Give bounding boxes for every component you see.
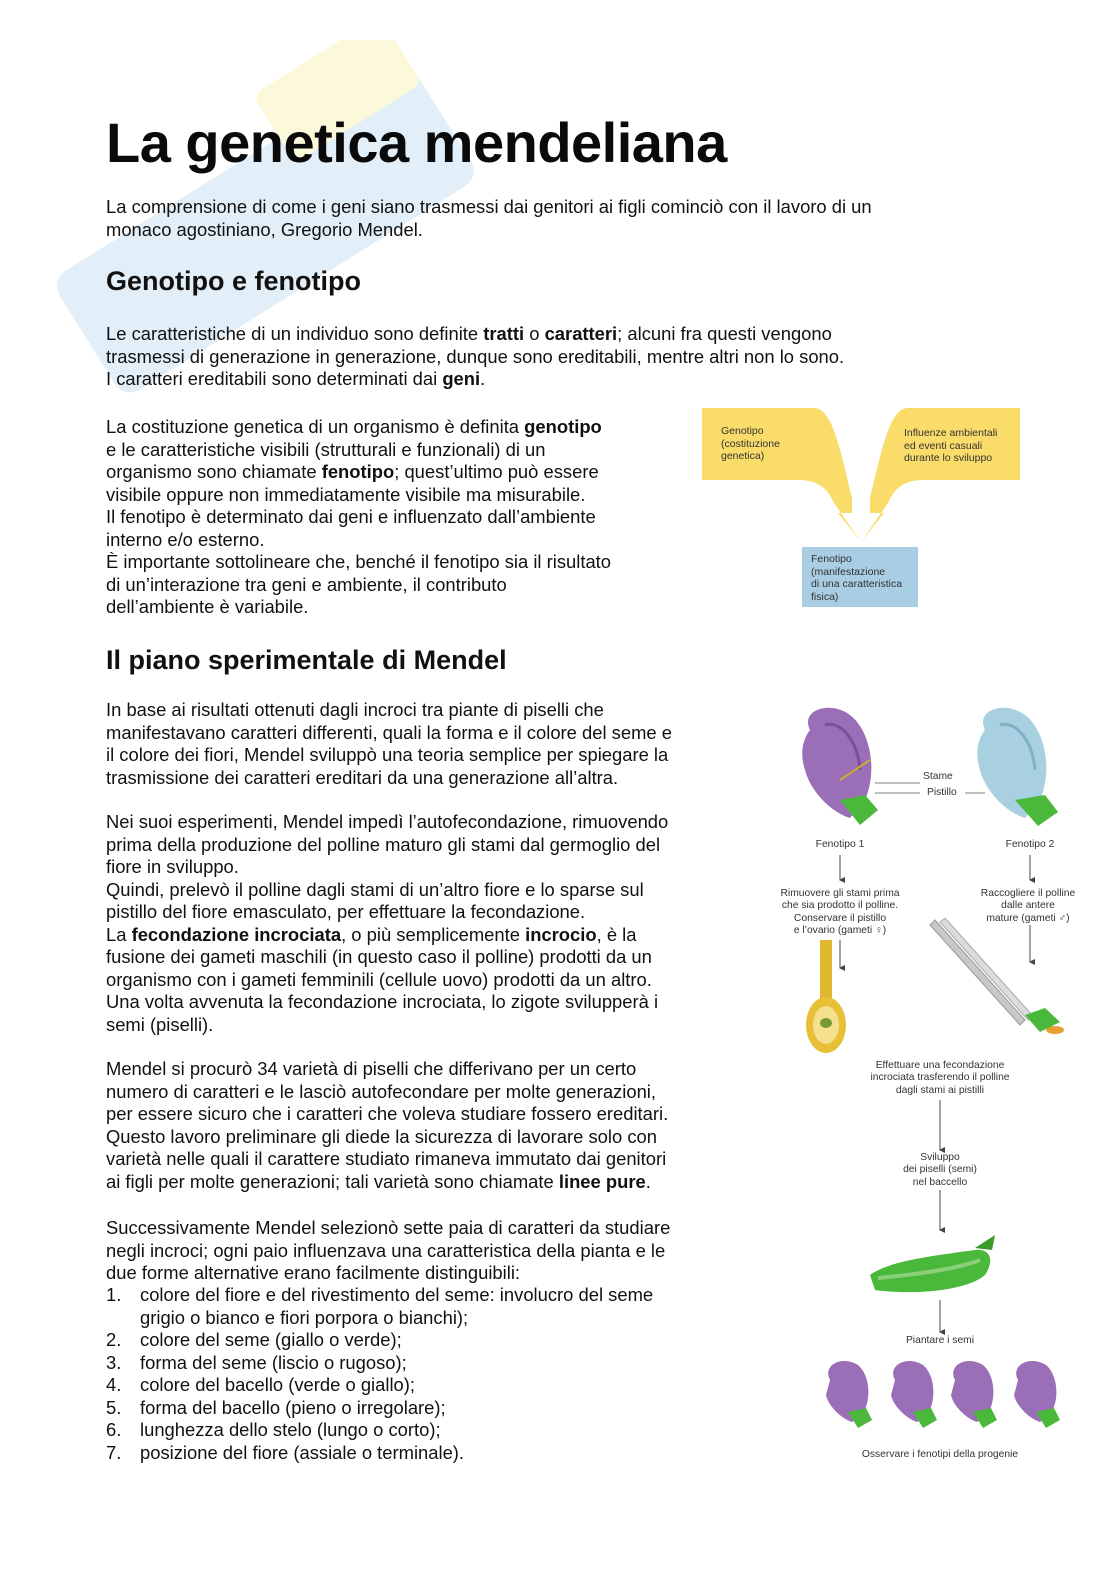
pea-development-label: Sviluppo dei piselli (semi) nel baccello xyxy=(903,1152,977,1188)
term-geni: geni xyxy=(442,368,481,389)
term-fenotipo: fenotipo xyxy=(321,461,395,482)
genotype-label: Genotipo (costituzione genetica) xyxy=(721,425,780,462)
observe-progeny-label: Osservare i fenotipi della progenie xyxy=(861,1449,1019,1460)
term-caratteri: caratteri xyxy=(544,323,618,344)
traits-list xyxy=(106,1284,756,1464)
term-linee-pure: linee pure xyxy=(558,1170,646,1192)
term-incrocio: incrocio xyxy=(525,923,597,945)
purple-flower-icon xyxy=(802,708,878,825)
fenotipo1-label: Fenotipo 1 xyxy=(815,839,865,850)
list-item: 7. posizione del fiore (assiale o terminale). xyxy=(106,1441,465,1463)
paragraph-sette-caratteri: Successivamente Mendel selezionò sette paia di caratteri da studiare negli incroci; ogni paio influenzava una caratteristica della pianta e le due forme alternative erano facilmente distinguibili: xyxy=(106,1217,671,1283)
term-fecondazione-incrociata: fecondazione incrociata xyxy=(131,923,342,945)
list-item: 3. forma del seme (liscio o rugoso); xyxy=(106,1351,407,1373)
paragraph-varieta: Mendel si procurò 34 varietà di piselli che differivano per un certo numero di caratteri e le lasciò autofecondare per molte generazioni, per essere sicuro che i caratteri che voleva studiare fossero ereditari. Questo lavoro preliminare gli diede la sicurezza di lavorare solo con varietà nelle quali il carattere studiato rimaneva immutato dai genitori ai figli per molte generazioni; tali varietà sono chiamate linee pure. xyxy=(106,1058,669,1192)
paragraph-tratti: Le caratteristiche di un individuo sono definite tratti o caratteri; alcuni fra questi vengono trasmessi di generazione in generazione, dunque sono ereditabili, mentre altri non lo sono. I caratteri ereditabili sono determinati dai geni. xyxy=(106,323,845,389)
genotype-phenotype-diagram xyxy=(702,408,1020,608)
intro-paragraph xyxy=(106,196,1006,241)
forceps-icon xyxy=(930,918,1064,1034)
pistillo-label: Pistillo xyxy=(927,787,957,798)
collect-pollen-label: Raccogliere il polline dalle antere mature (gameti ♂) xyxy=(980,888,1076,924)
list-item: 6. lunghezza dello stelo (lungo o corto); xyxy=(106,1419,441,1440)
list-item: 4. colore del bacello (verde o giallo); xyxy=(106,1374,415,1395)
blue-flower-icon xyxy=(977,708,1058,826)
fenotipo2-label: Fenotipo 2 xyxy=(1005,839,1055,850)
environment-label: Influenze ambientali ed eventi casuali durante lo sviluppo xyxy=(904,427,998,464)
section-heading-piano: Il piano sperimentale di Mendel xyxy=(106,645,507,675)
cross-fertilization-label: Effettuare una fecondazione incrociata trasferendo il polline dagli stami ai pistilli xyxy=(870,1060,1010,1096)
paragraph-genotipo: La costituzione genetica di un organismo è definita genotipo e le caratteristiche visibili (strutturali e funzionali) di un organismo sono chiamate fenotipo; quest’ultimo può essere visibile oppure non immediatamente visibile ma misurabile. Il fenotipo è determinato dai geni e influenzato dall’ambiente interno e/o esterno. È importante sottolineare che, benché il fenotipo sia il risultato di un’interazione tra geni e ambiente, il contributo dell’ambiente è variabile. xyxy=(106,416,612,617)
mendel-experiment-diagram xyxy=(770,700,1090,1470)
page-title: La genetica mendeliana xyxy=(106,111,727,174)
list-item: 5. forma del bacello (pieno o irregolare); xyxy=(106,1396,446,1418)
plant-seeds-label: Piantare i semi xyxy=(905,1335,975,1346)
term-genotipo: genotipo xyxy=(524,416,602,437)
list-item: 1. colore del fiore e del rivestimento del seme: involucro del seme grigio o bianco e fiori porpora o bianchi); xyxy=(106,1284,654,1328)
progeny-flower-icon xyxy=(1014,1361,1060,1428)
progeny-flower-icon xyxy=(951,1361,997,1428)
list-item: 2. colore del seme (giallo o verde); xyxy=(106,1329,402,1350)
stame-label: Stame xyxy=(923,771,953,782)
term-tratti: tratti xyxy=(483,323,525,344)
intro-line: La comprensione di come i geni siano trasmessi dai genitori ai figli cominciò con il lavoro di un xyxy=(106,196,872,217)
remove-stamens-label: Rimuovere gli stami prima che sia prodotto il polline. Conservare il pistillo e l’ovario (gameti ♀) xyxy=(780,888,900,936)
progeny-flower-icon xyxy=(826,1361,872,1428)
progeny-flower-icon xyxy=(891,1361,937,1428)
pea-pod-icon xyxy=(870,1235,995,1292)
phenotype-label: Fenotipo (manifestazione di una caratteristica fisica) xyxy=(811,553,903,603)
paragraph-risultati: In base ai risultati ottenuti dagli incroci tra piante di piselli che manifestavano caratteri differenti, quali la forma e il colore del seme e il colore dei fiori, Mendel sviluppò una teoria semplice per spiegare la trasmissione dei caratteri ereditari da una generazione all’altra. xyxy=(106,699,672,788)
intro-line: monaco agostiniano, Gregorio Mendel. xyxy=(106,218,423,240)
section-heading-genotipo: Genotipo e fenotipo xyxy=(106,266,361,296)
paragraph-esperimenti: Nei suoi esperimenti, Mendel impedì l’autofecondazione, rimuovendo prima della produzione del polline maturo gli stami dal germoglio del fiore in sviluppo. Quindi, prelevò il polline dagli stami di un’altro fiore e lo sparse sul pistillo del fiore emasculato, per effettuare la fecondazione. La fecondazione incrociata, o più semplicemente incrocio, è la fusione dei gameti maschili (in questo caso il polline) prodotti da un organismo con i gameti femminili (cellule uovo) prodotti da un altro. Una volta avvenuta la fecondazione incrociata, lo zigote svilupperà i semi (piselli). xyxy=(106,811,669,1035)
